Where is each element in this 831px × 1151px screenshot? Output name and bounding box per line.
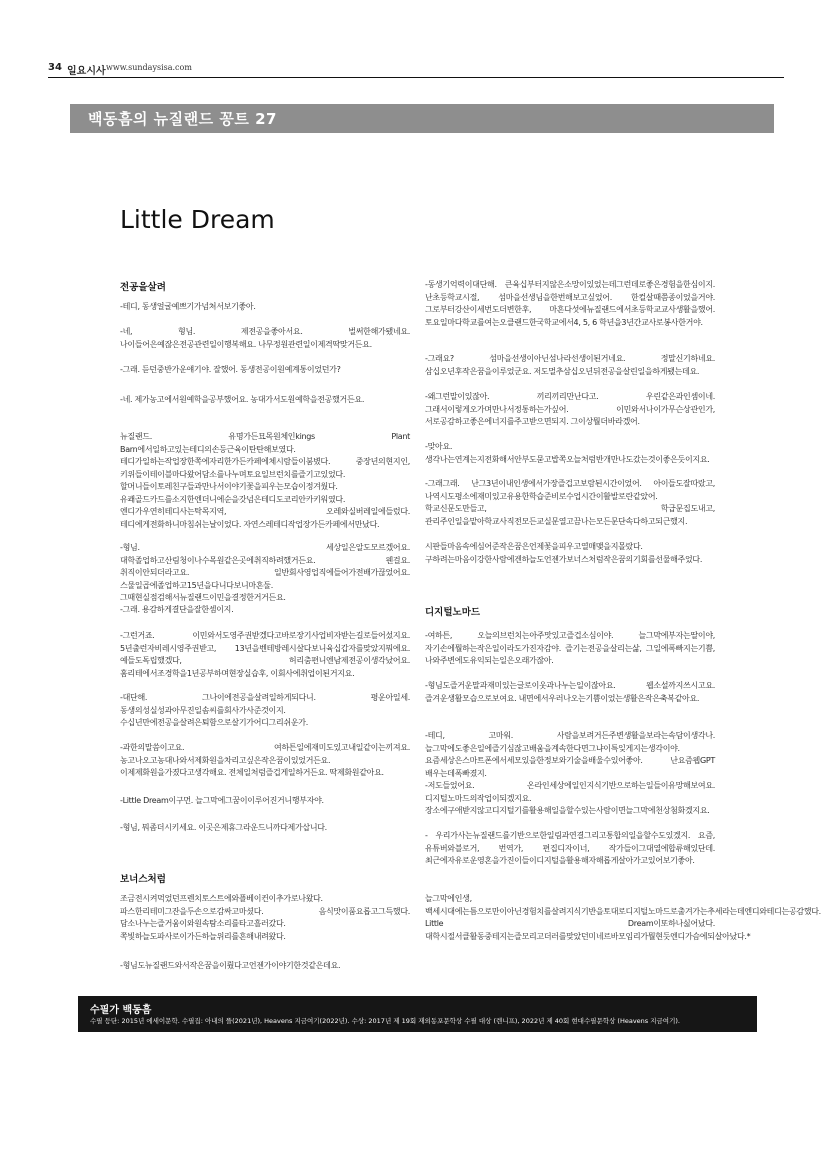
paragraph: 늘그막에인생, 백세시대에는틈으로만이아닌경험치를살려지식기반을토대로디지털노마드로출겨가는추세라는데엔디와테디는공감했다. Little Dream이또하나싫어났다. 대학시절서클활동중테지는즐모리고더러를맞았던미네르바모임리가뭘현듯엔디가슴에되살아났다.* — [425, 894, 821, 941]
page-number: 34 — [48, 62, 62, 73]
page-header — [48, 62, 784, 78]
paragraph: -동생기억력이대단해. 큰육십부터지않은소망이있었는데그런데로좋은경험을한심이지. 난초등학교시절, 섬마을선생님을한번해보고싶었어. 한컬살때쯤종이었을거야. 그로부터강산이세번도더변한후, 마흔다섯에뉴질랜드에서초등학교교사생활을했어. 토요일마다학교를여는오클랜드한국학교에서4, 5, 6 학년을3년간교사로봉사한거야. — [425, 280, 715, 327]
paragraph: -그래. 용감하게결단을잘한셈이지. — [120, 605, 234, 614]
publication-name: 일요시사 — [67, 66, 106, 77]
section-heading: 보너스처럼 — [120, 874, 166, 885]
series-banner — [70, 104, 774, 133]
paragraph: -대단해. 그나이에전공을살려일하게되다니. 평운아일세. 동생의성실성과아무진일솜씨를회사가사준것이지. 수십년만에전공을살려은퇴함으로살기가어디그리쉬운가. — [120, 693, 410, 727]
paragraph: -네. 제가농고에서원예학을공부했어요. 농대가서도원예학을전공했거든요. — [120, 395, 365, 404]
paragraph: -형님, 뭐좀더시키세요. 이곳은제휴그라운드니까다제가삽니다. — [120, 823, 327, 832]
article-title: Little Dream — [120, 205, 275, 234]
section-heading: 전공을살려 — [120, 282, 166, 293]
paragraph: 조금전시켜먹었던프렌치토스트에와플베이컨이추가로나왔다. 파스한리테미그잔을두손으로감싸고마셨다. 음식맛이품요롭고그득했다. 담소나누는즐거움이와원속탐소리를타고흘러갔다. 쪽빛하늘도파사로이가든하늘위리를흔해내려왔다. — [120, 894, 410, 941]
paragraph: -그래. 듣던중반가운얘기야. 잘했어. 동생전공이원예계통이었던가? — [120, 365, 341, 374]
website-link[interactable]: www.sundaysisa.com — [106, 63, 192, 72]
paragraph: -테디, 고마워. 사람을보려거든주변생활을보라는속담이생각나. 늘그막에도좋은일에즐기심잖고배움을계속한다면그냐이특잊게지는생각이야. 요즘세상은스마트폰에서세모있을한정보와기술을배울수있어좋아. 난요즘웹GPT 배우는데폭빠졌지. — [425, 731, 715, 778]
paragraph: -맞아요. 생각나는연계는지전화해서안부도묻고밥쪽오늘처럼반개만나도갔는것이좋은듯이지요. — [425, 442, 710, 464]
paragraph: -여하튼, 오늘의브런치는아주맛있고즐겁소심이야. 늘그막에부자는딸이야, 자기손에뭘하는작은일이라도가진자감야. 즐기는전공을살리는삶, 그일에폭빠지는기쁨, 나와주변에도유익되는일은오래가잖아. — [425, 631, 715, 665]
paragraph: -저도들었어요. 온라인세상에일인지식기반으로하는일들이유망해보여요. 디지털노마드의작업이되겠지요. 장소에구애받지않고디지털기를활용해일을할수있는사람이면늘그막에천상첨화겠지요. — [425, 781, 715, 815]
paragraph: -그런거죠. 이민와서도영주권받겠다고바로장기사업비자받는길로들어섰지요. 5년출런자비레시영주권받고, 13년을벤테방레시살다보니육십갑자를맞았지뭐에요. 예들도독립했겠다, 허리춤편니엔남제전공이생각났어요. 홈리테에서조경학을1년공부하며현장실습후, 이회사에취업이된거지요. — [120, 631, 410, 678]
paragraph: -그래그래. 난그3년이내인생에서가장즐겁고보람된시간이었어. 아이들도잘따랐고, 나역시도평소에재미있고유용한학습준비로수업시간이활발로란같았어. 학교신문도만들고, 학급문집도내고, 관리주인일을맡아학교사직전모든교실문열고끔나는모든문단속다하고되근했지. — [425, 479, 715, 526]
paragraph: -왜그런말이있잖아. 끼리끼리만난다고. 우린같은과인셈이네. 그래서이렇게오가며만나서정통하는가싶어. 이민와서나이가무슨상관인가, 서로공감하고좋은에너지를주고받으면되지. 그이상뭘더바라겠어. — [425, 392, 715, 426]
section-heading: 디지털노마드 — [425, 607, 481, 618]
paragraph: - 우리가사는뉴질랜드를기반으로한일림과연결그리고통합의일을할수도있겠지. 요즘, 유튜버와블로거, 번역가, 편집디자이너, 작가들이그대열에합류해있단데. 최근에자유로운영혼을가진이들이디지털을활용해자해롭게살아가고있어보기좋아. — [425, 831, 715, 865]
paragraph: 시판들마음속에심어준작은꿈은언제꽃을피우고열매맺을지몰랐다. 구하려는마음이강한사람에겐하늘도언젠가보너스처럼작은꿈의기회를선물해주었다. — [425, 542, 703, 564]
series-title: 백동흠의 뉴질랜드 꽁트 27 — [88, 110, 277, 128]
header-rule — [48, 77, 784, 78]
paragraph: -네, 형님. 제전공을좋아서요. 벌써한해가됐네요. 나이들어은예잖은전공관련일이행복해요. 나무정원관련일이제격딱맞거든요. — [120, 327, 410, 349]
paragraph: -형님. 세상일은알도모르겠어요. 대학졸업하고산림청이나수목원같은곳에취직하려했거든요. 웬걸요. 취직이안되더라고요. 일반회사영업직에들어가전배가끊었어요. 스물일곱에졸업하고15년을다니다보니마흔둘. 그때현실점검해서뉴질랜드이민을결정한거거든요. — [120, 543, 410, 602]
paragraph: -Little Dream이구먼. 늘그막에그꿈이이루어진거니행부자야. — [120, 796, 324, 805]
paragraph: 뉴질랜드. 유명가든묘목원체인kings Plant Barn에서일하고있는테디의손등근육이탄탄해보였다. 테디가일하는작업장한쪽에자리한가든카페에체시람들이붐볐다. 중장년의현지인, 키위들이테이블마다왔어담소를나누며토요일브런치를즐기고있었다. 할머니들이토레친구들과만나서이야기꽃을피우는모습이정겨웠다. 유쾌골드카드를소지한엔더니에순을갓넘은테디도코리안카키워였다. 엔디가우연히테디사는탁목지역, 오레와실버레일에들렀다. 테디에게전화하니마침쉬는날이었다. 자연스레테디작업장가든카페에서만났다. — [120, 432, 410, 529]
paragraph: -형님도즐거운말과재미있는글로이웃과나누는일이잖아요. 웹소설까지쓰시고요. 즐겨운생활모습으로보여요. 내면에서우러나오는기쁨이었는생활은작은축복같아요. — [425, 681, 715, 703]
author-name: 수필가 백동흠 — [90, 1005, 152, 1016]
paragraph: -과한의말씀이고요. 여하튼일에재미도있고내일같이는끼져요. 농고나오고농대나와서제화원을차리고싶은작은꿈이있었거든요. 이제제화원을가졌다고생각해요. 전체일처럼즐겁게일하거든요. 딱제화원같아요. — [120, 743, 410, 777]
author-bio: 수필 등단: 2015년 에세이문학. 수필집: 아내의 뜰(2021년), Heavens 지금여기(2022년). 수상: 2017년 제 19회 재외동포문학상 수필 대상 (렌니프), 2022년 제 40회 현대수필문학상 (Heavens 지금여기). — [90, 1017, 680, 1025]
author-bio-box — [78, 996, 757, 1032]
paragraph: -형님도뉴질랜드와서작은꿈을이뤘다고언젠가이야기한것같은데요. — [120, 961, 341, 970]
paragraph: -테디, 동생얼굴예쁘기가넘쳐서보기좋아. — [120, 302, 256, 311]
paragraph: -그래요? 섬마을선생이아닌섬나라선생이된거네요. 정말신기하네요. 삼십오년후작은꿈을이루었군요. 저도멀추삼십오년뒤전공을살린일을하게됐는데요. — [425, 354, 715, 376]
